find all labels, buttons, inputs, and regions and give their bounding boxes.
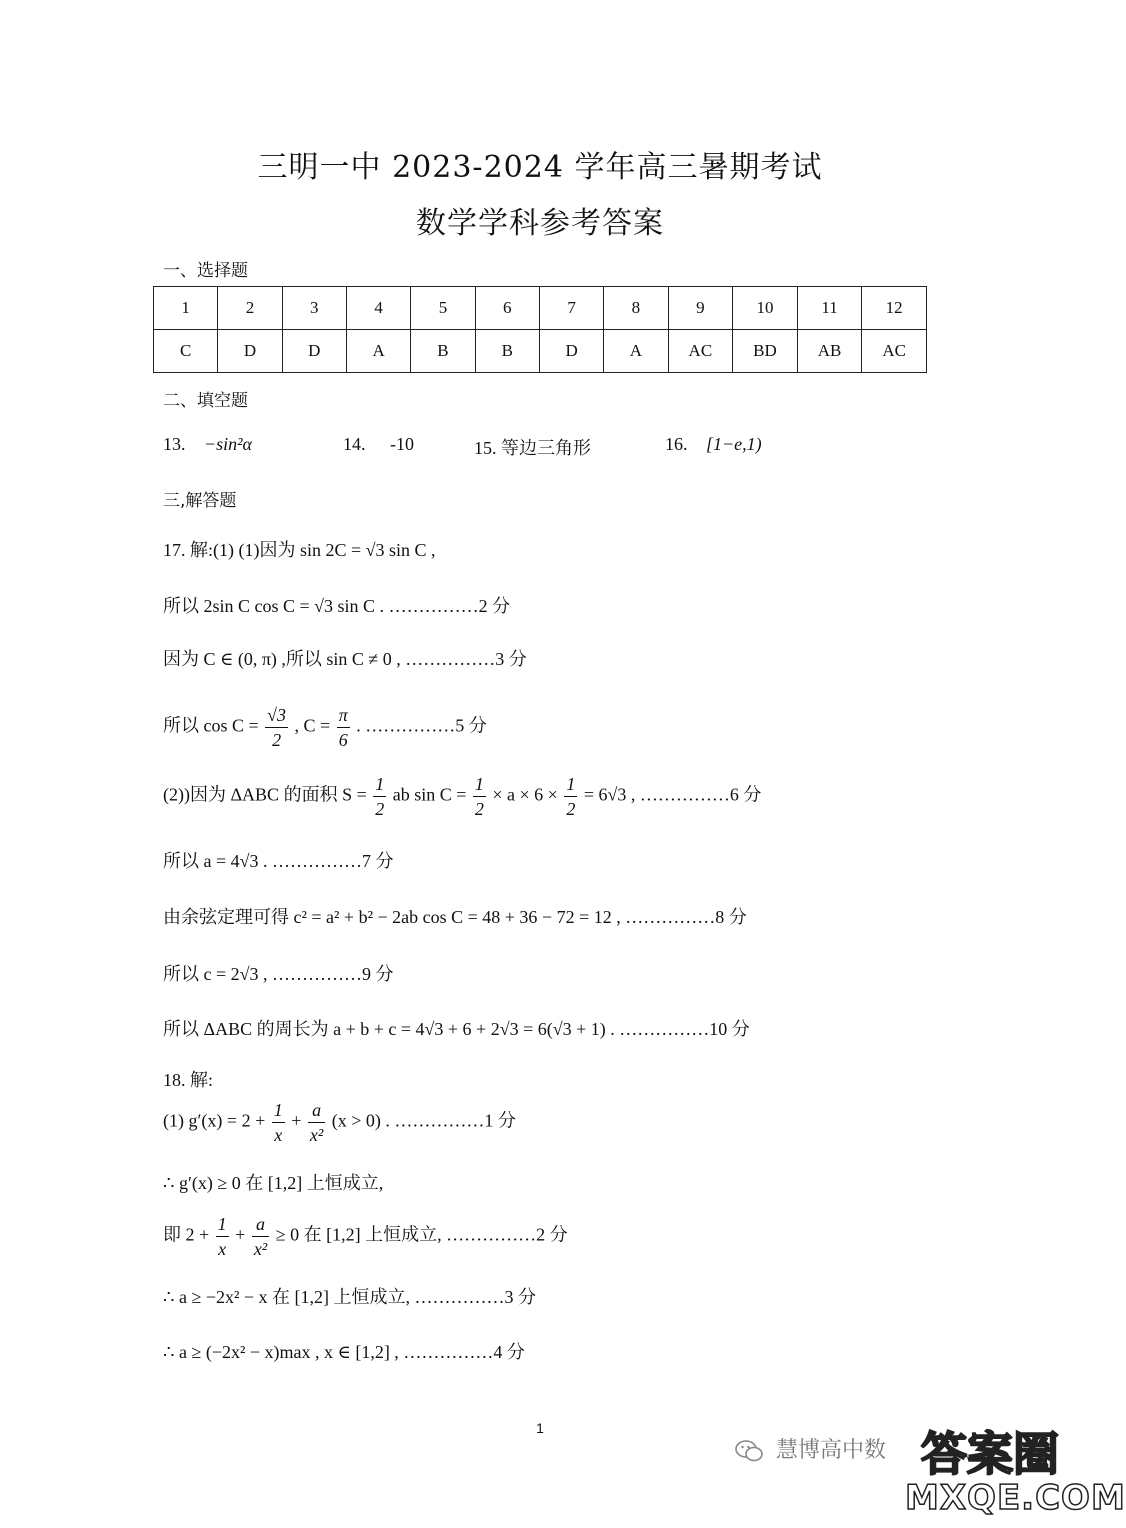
denominator: x² [309, 1125, 324, 1145]
table-cell: A [346, 330, 410, 373]
logo-url: MXQE.COM [905, 1478, 1126, 1518]
line-text: = 6√3 , [583, 784, 636, 805]
fraction [337, 703, 350, 752]
numerator: 1 [473, 772, 486, 797]
wechat-icon [735, 1440, 763, 1462]
line-text: 即 2 + [163, 1224, 210, 1245]
numerator: 1 [373, 772, 386, 797]
page-title: 三明一中 2023-2024 学年高三暑期考试 [257, 150, 823, 185]
line-text: 所以 a = 4√3 . [163, 851, 268, 871]
table-cell: 2 [218, 287, 282, 330]
item-answer: -10 [390, 434, 414, 454]
score-marker: ……………8 分 [625, 907, 747, 927]
denominator: x² [253, 1239, 268, 1259]
line-text: ∴ a ≥ (−2x² − x)max , x ∈ [1,2] , [163, 1342, 399, 1362]
line-text: ∴ a ≥ −2x² − x 在 [1,2] 上恒成立, [163, 1287, 411, 1307]
q17-line-8 [163, 960, 394, 986]
fraction [308, 1098, 325, 1147]
q17-line-1: 17. 解:(1) (1)因为 sin 2C = √3 sin C , [163, 540, 436, 560]
q18-line-2: ∴ g′(x) ≥ 0 在 [1,2] 上恒成立, [163, 1173, 384, 1193]
table-cell: 6 [475, 287, 539, 330]
denominator: x [218, 1239, 227, 1259]
q17-line-9 [163, 1015, 750, 1041]
q18-line-5 [163, 1338, 525, 1364]
numerator: a [252, 1212, 269, 1237]
line-text: 所以 2sin C cos C = √3 sin C . [163, 596, 385, 616]
score-marker: ……………3 分 [405, 649, 527, 669]
table-cell: D [282, 330, 346, 373]
page-number: 1 [536, 1420, 544, 1436]
table-cell: 7 [539, 287, 603, 330]
table-cell: 12 [862, 287, 927, 330]
denominator: x [274, 1125, 283, 1145]
line-text: , C = [294, 715, 331, 736]
table-cell: 11 [797, 287, 862, 330]
table-cell: 3 [282, 287, 346, 330]
numerator: 1 [272, 1098, 285, 1123]
numerator: 1 [216, 1212, 229, 1237]
table-cell: 4 [346, 287, 410, 330]
fraction [216, 1212, 229, 1261]
watermark-label: 慧博高中数 [776, 1438, 887, 1463]
q17-line-2 [163, 592, 510, 618]
line-text: 所以 c = 2√3 , [163, 964, 268, 984]
score-marker: . ……………5 分 [356, 715, 487, 736]
q18-line-1 [163, 1098, 516, 1147]
table-row-answers [154, 330, 927, 373]
item-number: 13. [163, 434, 186, 454]
q17-line-3 [163, 645, 527, 671]
watermark-logo [905, 1418, 1126, 1526]
numerator: 1 [564, 772, 577, 797]
logo-text: 答案圈 [921, 1427, 1059, 1481]
denominator: 2 [375, 799, 385, 819]
table-cell: 1 [154, 287, 218, 330]
answer-table [153, 286, 927, 373]
line-text: 所以 ΔABC 的周长为 a + b + c = 4√3 + 6 + 2√3 = 6(√3 + 1) . [163, 1019, 615, 1039]
score-marker: ……………9 分 [272, 964, 394, 984]
table-cell: B [475, 330, 539, 373]
line-text: ≥ 0 在 [1,2] 上恒成立, [275, 1224, 442, 1245]
table-cell: D [539, 330, 603, 373]
numerator: π [337, 703, 350, 728]
score-marker: ……………1 分 [394, 1110, 516, 1131]
table-cell: 9 [668, 287, 733, 330]
fraction [564, 772, 577, 821]
q17-line-5 [163, 772, 761, 821]
fraction [252, 1212, 269, 1261]
fraction [373, 772, 386, 821]
score-marker: ……………10 分 [619, 1019, 750, 1039]
numerator: a [308, 1098, 325, 1123]
table-cell: D [218, 330, 282, 373]
watermark-text [735, 1433, 886, 1464]
denominator: 2 [566, 799, 576, 819]
item-number: 16. [665, 434, 688, 454]
q18-line-4 [163, 1283, 536, 1309]
table-cell: 5 [411, 287, 475, 330]
fraction [473, 772, 486, 821]
item-answer: 等边三角形 [501, 438, 591, 458]
line-text: (x > 0) . [331, 1110, 390, 1131]
item-answer: [1−e,1) [706, 434, 762, 454]
table-cell: AC [862, 330, 927, 373]
line-text: (2))因为 ΔABC 的面积 S = [163, 784, 367, 805]
score-marker: ……………6 分 [639, 784, 762, 805]
fill-item-15 [474, 434, 591, 460]
table-cell: C [154, 330, 218, 373]
line-text: (1) g′(x) = 2 + [163, 1110, 266, 1131]
plus-sign: + [291, 1110, 302, 1131]
table-cell: B [411, 330, 475, 373]
numerator: √3 [265, 703, 288, 728]
q18-line-3 [163, 1212, 568, 1261]
table-cell: AC [668, 330, 733, 373]
score-marker: ……………7 分 [272, 851, 394, 871]
fill-item-13 [163, 434, 252, 455]
line-text: 所以 cos C = [163, 715, 259, 736]
item-answer: −sin²α [204, 434, 252, 454]
q17-line-7 [163, 903, 747, 929]
table-cell: A [604, 330, 668, 373]
section-heading-fill: 二、填空题 [163, 391, 248, 411]
section-heading-solve: 三,解答题 [163, 491, 237, 511]
table-cell: BD [733, 330, 798, 373]
score-marker: ……………3 分 [414, 1287, 537, 1307]
table-cell: 10 [733, 287, 798, 330]
denominator: 2 [272, 730, 282, 750]
table-cell: AB [797, 330, 862, 373]
q17-line-4 [163, 703, 487, 752]
q18-heading: 18. 解: [163, 1070, 214, 1090]
denominator: 2 [474, 799, 484, 819]
plus-sign: + [235, 1224, 246, 1245]
line-text: 因为 C ∈ (0, π) ,所以 sin C ≠ 0 , [163, 649, 401, 669]
denominator: 6 [338, 730, 348, 750]
line-text: ab sin C = [392, 784, 467, 805]
item-number: 14. [343, 434, 366, 454]
fill-item-14 [343, 434, 414, 455]
table-row-numbers [154, 287, 927, 330]
q17-line-6 [163, 847, 394, 873]
score-marker: ……………2 分 [388, 596, 511, 616]
score-marker: ……………4 分 [403, 1342, 525, 1362]
item-number: 15. [474, 438, 497, 458]
table-cell: 8 [604, 287, 668, 330]
section-heading-choice: 一、选择题 [163, 261, 248, 281]
fraction [265, 703, 288, 752]
fraction [272, 1098, 285, 1147]
page-subtitle: 数学学科参考答案 [416, 206, 664, 241]
line-text: × a × 6 × [492, 784, 558, 805]
score-marker: ……………2 分 [446, 1224, 568, 1245]
line-text: 由余弦定理可得 c² = a² + b² − 2ab cos C = 48 + 36 − 72 = 12 , [163, 907, 621, 927]
fill-item-16 [665, 434, 762, 455]
